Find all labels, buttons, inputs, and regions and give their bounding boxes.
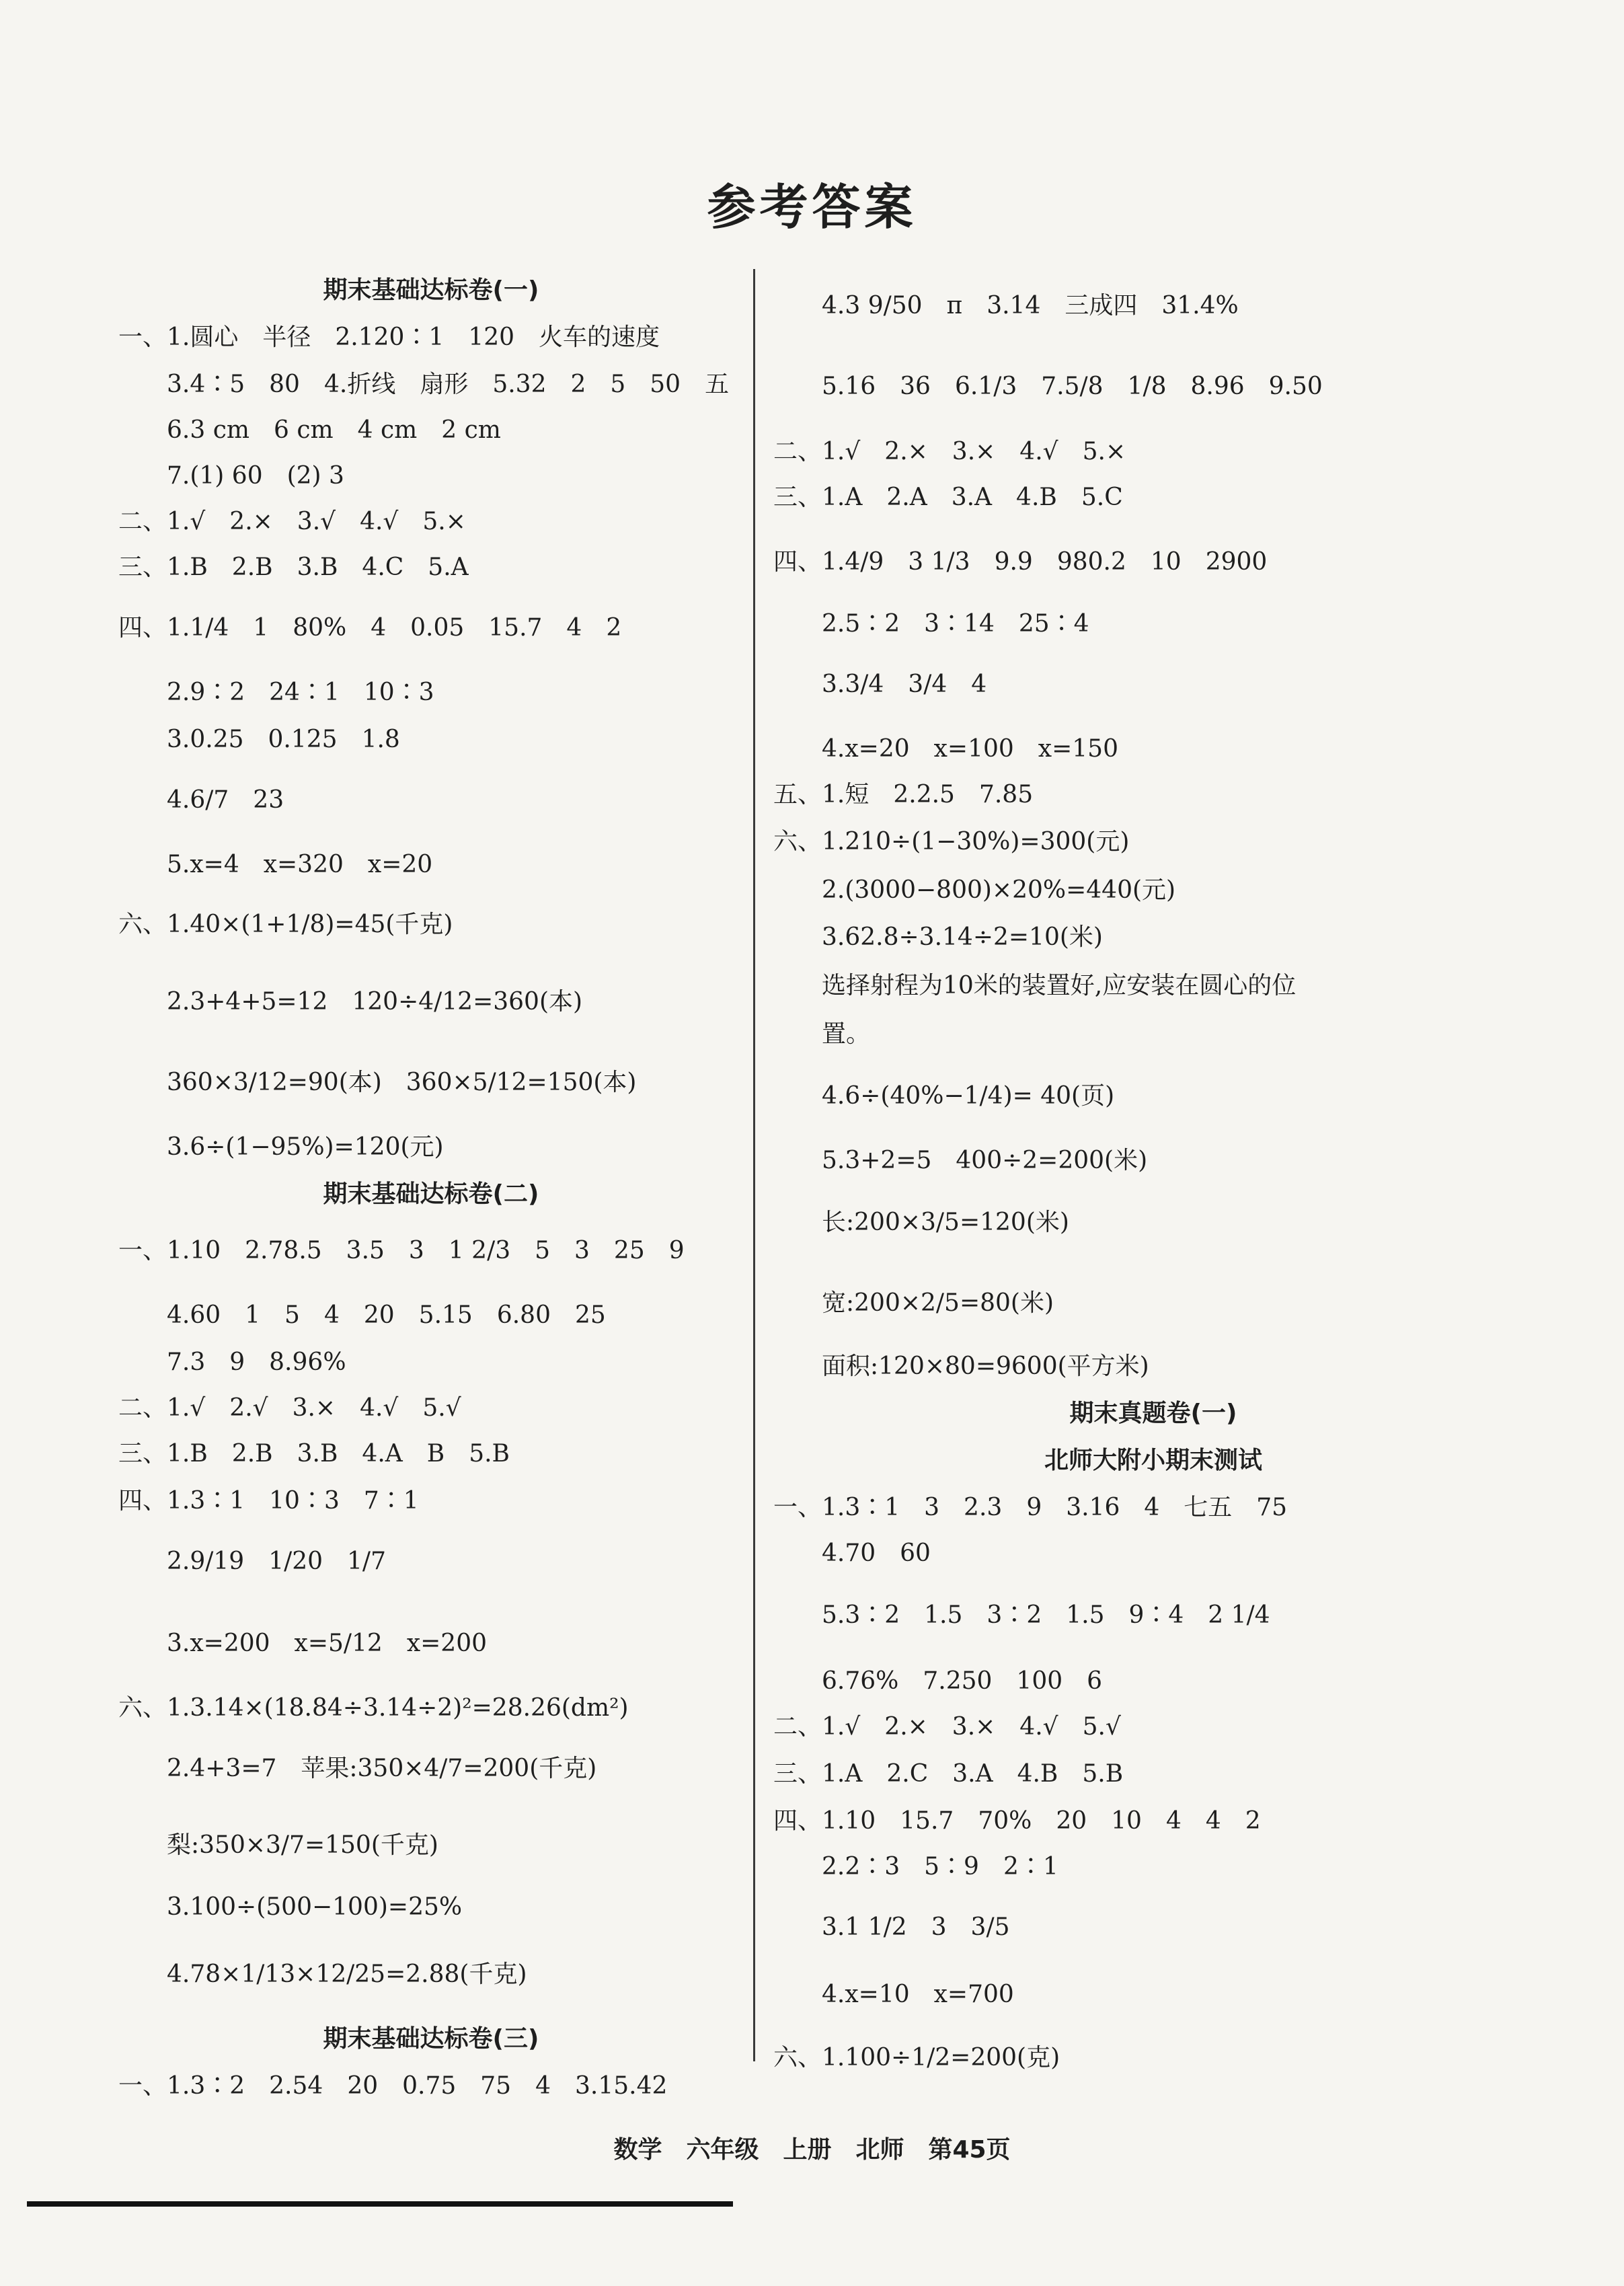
answer-line: 3.x=200 x=5/12 x=200 [118, 1630, 488, 1657]
answer-line: 四、1.4/9 3 1/3 9.9 980.2 10 2900 [773, 548, 1268, 576]
answer-line: 选择射程为10米的装置好,应安装在圆心的位 [773, 972, 1297, 999]
answer-line: 一、1.3∶2 2.54 20 0.75 75 4 3.15.42 [118, 2072, 668, 2100]
answer-line: 2.3+4+5=12 120÷4/12=360(本) [118, 988, 583, 1016]
answer-line: 二、1.√ 2.√ 3.× 4.√ 5.√ [118, 1394, 461, 1422]
answer-line: 3.6÷(1−95%)=120(元) [118, 1133, 444, 1161]
answer-line: 3.0.25 0.125 1.8 [118, 726, 400, 753]
answer-line: 六、1.3.14×(18.84÷3.14÷2)²=28.26(dm²) [118, 1694, 629, 1722]
answer-line: 4.3 9/50 π 3.14 三成四 31.4% [773, 292, 1239, 319]
answer-line: 2.9/19 1/20 1/7 [118, 1548, 386, 1575]
answer-line: 4.6÷(40%−1/4)= 40(页) [773, 1082, 1115, 1110]
answer-line: 二、1.√ 2.× 3.× 4.√ 5.× [773, 438, 1126, 465]
answer-line: 2.4+3=7 苹果:350×4/7=200(千克) [118, 1755, 597, 1782]
answer-line: 7.3 9 8.96% [118, 1348, 346, 1376]
answer-line: 5.3∶2 1.5 3∶2 1.5 9∶4 2 1/4 [773, 1601, 1270, 1629]
section-heading: 北师大附小期末测试 [1044, 1447, 1262, 1474]
answer-line: 宽:200×2/5=80(米) [773, 1289, 1054, 1317]
bottom-rule [27, 2201, 733, 2207]
answer-line: 一、1.3∶1 3 2.3 9 3.16 4 七五 75 [773, 1494, 1288, 1521]
answer-line: 4.78×1/13×12/25=2.88(千克) [118, 1960, 527, 1988]
answer-line: 面积:120×80=9600(平方米) [773, 1352, 1149, 1380]
answer-line: 三、1.B 2.B 3.B 4.A B 5.B [118, 1440, 510, 1468]
answer-line: 7.(1) 60 (2) 3 [118, 462, 344, 490]
answer-line: 5.16 36 6.1/3 7.5/8 1/8 8.96 9.50 [773, 373, 1323, 400]
answer-line: 2.5∶2 3∶14 25∶4 [773, 610, 1089, 638]
answer-line: 长:200×3/5=120(米) [773, 1209, 1069, 1236]
answer-line: 2.2∶3 5∶9 2∶1 [773, 1853, 1058, 1880]
answer-line: 四、1.1/4 1 80% 4 0.05 15.7 4 2 [118, 614, 622, 642]
answer-line: 6.3 cm 6 cm 4 cm 2 cm [118, 416, 501, 444]
answer-line: 二、1.√ 2.× 3.√ 4.√ 5.× [118, 508, 466, 535]
answer-line: 五、1.短 2.2.5 7.85 [773, 781, 1034, 808]
answer-line: 六、1.40×(1+1/8)=45(千克) [118, 911, 453, 938]
column-divider [753, 269, 755, 2061]
section-heading: 期末基础达标卷(二) [323, 1180, 539, 1208]
answer-line: 3.1 1/2 3 3/5 [773, 1913, 1010, 1941]
answer-line: 置。 [773, 1020, 871, 1048]
answer-line: 二、1.√ 2.× 3.× 4.√ 5.√ [773, 1713, 1121, 1741]
answer-line: 4.6/7 23 [118, 786, 284, 814]
answer-line: 四、1.3∶1 10∶3 7∶1 [118, 1487, 419, 1515]
section-heading: 期末基础达标卷(一) [323, 276, 539, 304]
answer-line: 六、1.100÷1/2=200(克) [773, 2044, 1060, 2071]
answer-line: 5.x=4 x=320 x=20 [118, 851, 433, 878]
answer-line: 3.4∶5 80 4.折线 扇形 5.32 2 5 50 五 [118, 371, 730, 398]
answer-line: 3.100÷(500−100)=25% [118, 1893, 463, 1921]
section-heading: 期末基础达标卷(三) [323, 2025, 539, 2053]
answer-line: 6.76% 7.250 100 6 [773, 1667, 1103, 1695]
answer-line: 2.9∶2 24∶1 10∶3 [118, 679, 434, 706]
answer-line: 三、1.B 2.B 3.B 4.C 5.A [118, 554, 469, 581]
answer-line: 5.3+2=5 400÷2=200(米) [773, 1147, 1148, 1174]
answer-line: 4.x=10 x=700 [773, 1981, 1014, 2008]
answer-line: 3.62.8÷3.14÷2=10(米) [773, 923, 1103, 951]
answer-line: 四、1.10 15.7 70% 20 10 4 4 2 [773, 1807, 1261, 1835]
page-footer: 数学 六年级 上册 北师 第45页 [613, 2136, 1011, 2164]
answer-line: 4.70 60 [773, 1539, 931, 1567]
section-heading: 期末真题卷(一) [1069, 1400, 1237, 1427]
answer-line: 4.x=20 x=100 x=150 [773, 735, 1118, 763]
answer-line: 梨:350×3/7=150(千克) [118, 1831, 438, 1859]
answer-line: 3.3/4 3/4 4 [773, 671, 987, 698]
answer-line: 一、1.10 2.78.5 3.5 3 1 2/3 5 3 25 9 [118, 1237, 685, 1264]
answer-line: 360×3/12=90(本) 360×5/12=150(本) [118, 1069, 637, 1096]
answer-line: 4.60 1 5 4 20 5.15 6.80 25 [118, 1301, 606, 1329]
answer-line: 六、1.210÷(1−30%)=300(元) [773, 828, 1130, 855]
answer-line: 三、1.A 2.C 3.A 4.B 5.B [773, 1760, 1124, 1788]
answer-line: 2.(3000−800)×20%=440(元) [773, 876, 1176, 904]
answer-line: 三、1.A 2.A 3.A 4.B 5.C [773, 484, 1123, 511]
answer-line: 一、1.圆心 半径 2.120∶1 120 火车的速度 [118, 323, 660, 351]
page-title: 参考答案 [707, 179, 917, 235]
